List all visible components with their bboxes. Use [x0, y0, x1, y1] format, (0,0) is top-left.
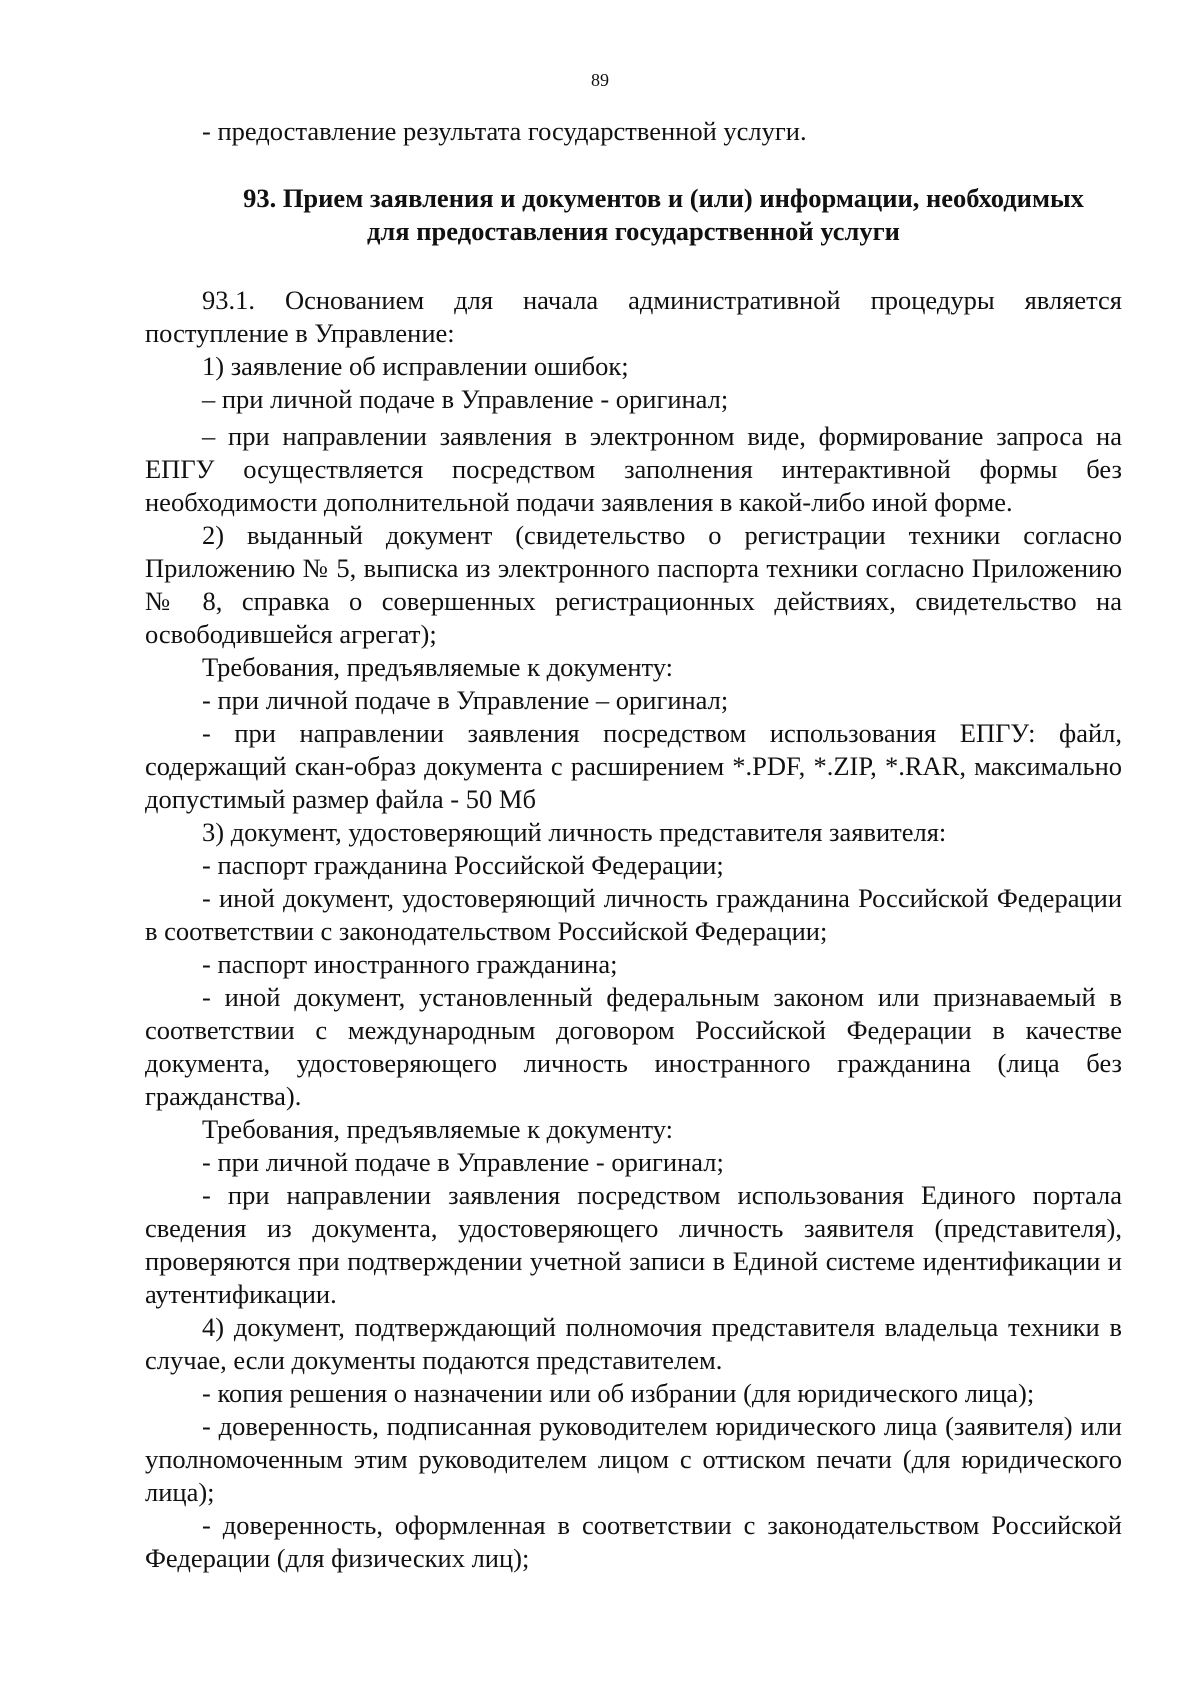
section-heading-line-2: для предоставления государственной услуги [367, 216, 900, 246]
paragraph: - при личной подаче в Управление - оригинал; [202, 1147, 724, 1177]
paragraph: 2) выданный документ (свидетельство о регистрации техники согласно Приложению № 5, выписка из электронного паспорта техники согласно Приложению № 8, справка о совершенных регистрационных действиях, свидетельство на освободившейся агрегат); [145, 520, 1122, 649]
page-number: 89 [591, 70, 609, 90]
paragraph: - копия решения о назначении или об избрании (для юридического лица); [202, 1378, 1035, 1408]
paragraph: - паспорт гражданина Российской Федерации; [202, 850, 724, 880]
paragraph: - при направлении заявления посредством использования Единого портала сведения из документа, удостоверяющего личность заявителя (представителя), проверяются при подтверждении учетной записи в Единой системе идентификации и аутентификации. [145, 1180, 1122, 1309]
paragraph: - иной документ, удостоверяющий личность гражданина Российской Федерации в соответствии с законодательством Российской Федерации; [145, 883, 1122, 946]
paragraph: 1) заявление об исправлении ошибок; [202, 351, 629, 381]
intro-line: - предоставление результата государственной услуги. [202, 116, 807, 146]
document-body [145, 115, 1122, 1575]
section-heading-line-1: 93. Прием заявления и документов и (или) информации, необходимых [243, 183, 1084, 213]
paragraph: - при направлении заявления посредством использования ЕПГУ: файл, содержащий скан-образ документа с расширением *.PDF, *.ZIP, *.RAR, максимально допустимый размер файла - 50 Мб [145, 718, 1122, 814]
paragraph: – при направлении заявления в электронном виде, формирование запроса на ЕПГУ осуществляется посредством заполнения интерактивной формы без необходимости дополнительной подачи заявления в какой-либо иной форме. [145, 421, 1122, 517]
paragraph: 93.1. Основанием для начала административной процедуры является поступление в Управление: [145, 285, 1122, 348]
paragraph: – при личной подаче в Управление - оригинал; [202, 384, 729, 414]
paragraph: Требования, предъявляемые к документу: [202, 1114, 674, 1144]
paragraph: Требования, предъявляемые к документу: [202, 652, 674, 682]
paragraph: 3) документ, удостоверяющий личность представителя заявителя: [202, 817, 947, 847]
paragraph: 4) документ, подтверждающий полномочия представителя владельца техники в случае, если документы подаются представителем. [145, 1312, 1122, 1375]
section-heading [145, 182, 1122, 248]
paragraph: - иной документ, установленный федеральным законом или признаваемый в соответствии с международным договором Российской Федерации в качестве документа, удостоверяющего личность иностранного гражданина (лица без гражданства). [145, 982, 1122, 1111]
paragraph: - доверенность, оформленная в соответствии с законодательством Российской Федерации (для физических лиц); [145, 1510, 1122, 1573]
paragraph: - доверенность, подписанная руководителем юридического лица (заявителя) или уполномоченным этим руководителем лицом с оттиском печати (для юридического лица); [145, 1411, 1122, 1507]
paragraph: - паспорт иностранного гражданина; [202, 949, 618, 979]
paragraph: - при личной подаче в Управление – оригинал; [202, 685, 729, 715]
